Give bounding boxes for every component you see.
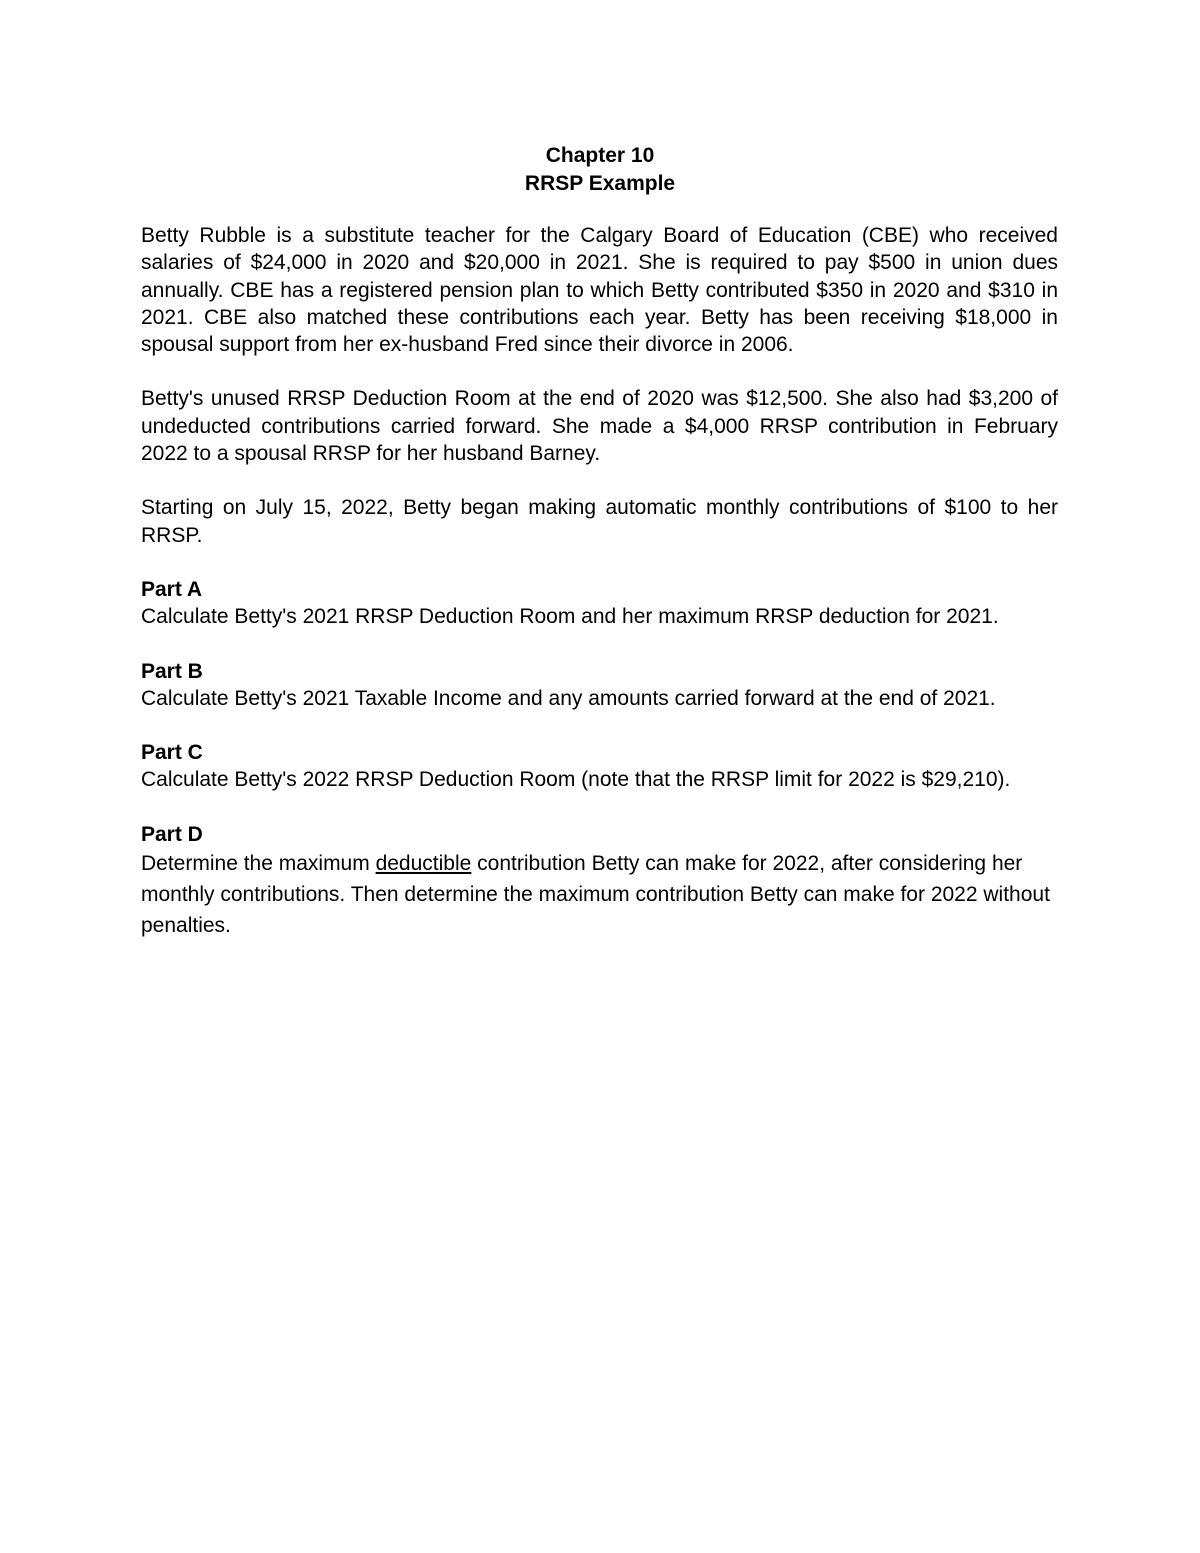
part-d-body-end: contribution Betty can make for 2022, after considering her monthly contributions. Then determine the maximum contribution Betty can make for 2022 without penalties. [141,852,1050,938]
part-c-heading: Part C [141,741,203,765]
part-d-heading: Part D [141,822,203,846]
part-d-body [141,848,1058,941]
intro-paragraph: Betty Rubble is a substitute teacher for the Calgary Board of Education (CBE) who received salaries of $24,000 in 2020 and $20,000 in 2021. She is required to pay $500 in union dues annually. CBE has a registered pension plan to which Betty contributed $350 in 2020 and $310 in 2021. CBE also matched these contributions each year. Betty has been receiving $18,000 in spousal support from her ex-husband Fred since their divorce in 2006. [141,224,1058,357]
part-b-body: Calculate Betty's 2021 Taxable Income and any amounts carried forward at the end of 2021. [141,686,996,710]
part-d-body-start: Determine the maximum [141,852,376,876]
part-b-heading: Part B [141,659,203,683]
monthly-contributions-paragraph: Starting on July 15, 2022, Betty began making automatic monthly contributions of $100 to her RRSP. [141,496,1058,547]
part-b [141,658,1058,713]
document-subtitle: RRSP Example [524,172,676,195]
chapter-title: Chapter 10 [545,144,655,167]
part-a-heading: Part A [141,577,203,601]
part-d-underlined-word: deductible [375,852,472,876]
part-a-body: Calculate Betty's 2021 RRSP Deduction Room and her maximum RRSP deduction for 2021. [141,605,999,629]
part-c [141,739,1058,794]
title-block [0,142,1200,198]
part-c-body: Calculate Betty's 2022 RRSP Deduction Room (note that the RRSP limit for 2022 is $29,210). [141,768,1011,792]
document-body [141,222,1058,968]
part-d [141,821,1058,941]
rrsp-room-paragraph: Betty's unused RRSP Deduction Room at the end of 2020 was $12,500. She also had $3,200 of undeducted contributions carried forward. She made a $4,000 RRSP contribution in February 2022 to a spousal RRSP for her husband Barney. [141,387,1058,466]
part-a [141,576,1058,631]
